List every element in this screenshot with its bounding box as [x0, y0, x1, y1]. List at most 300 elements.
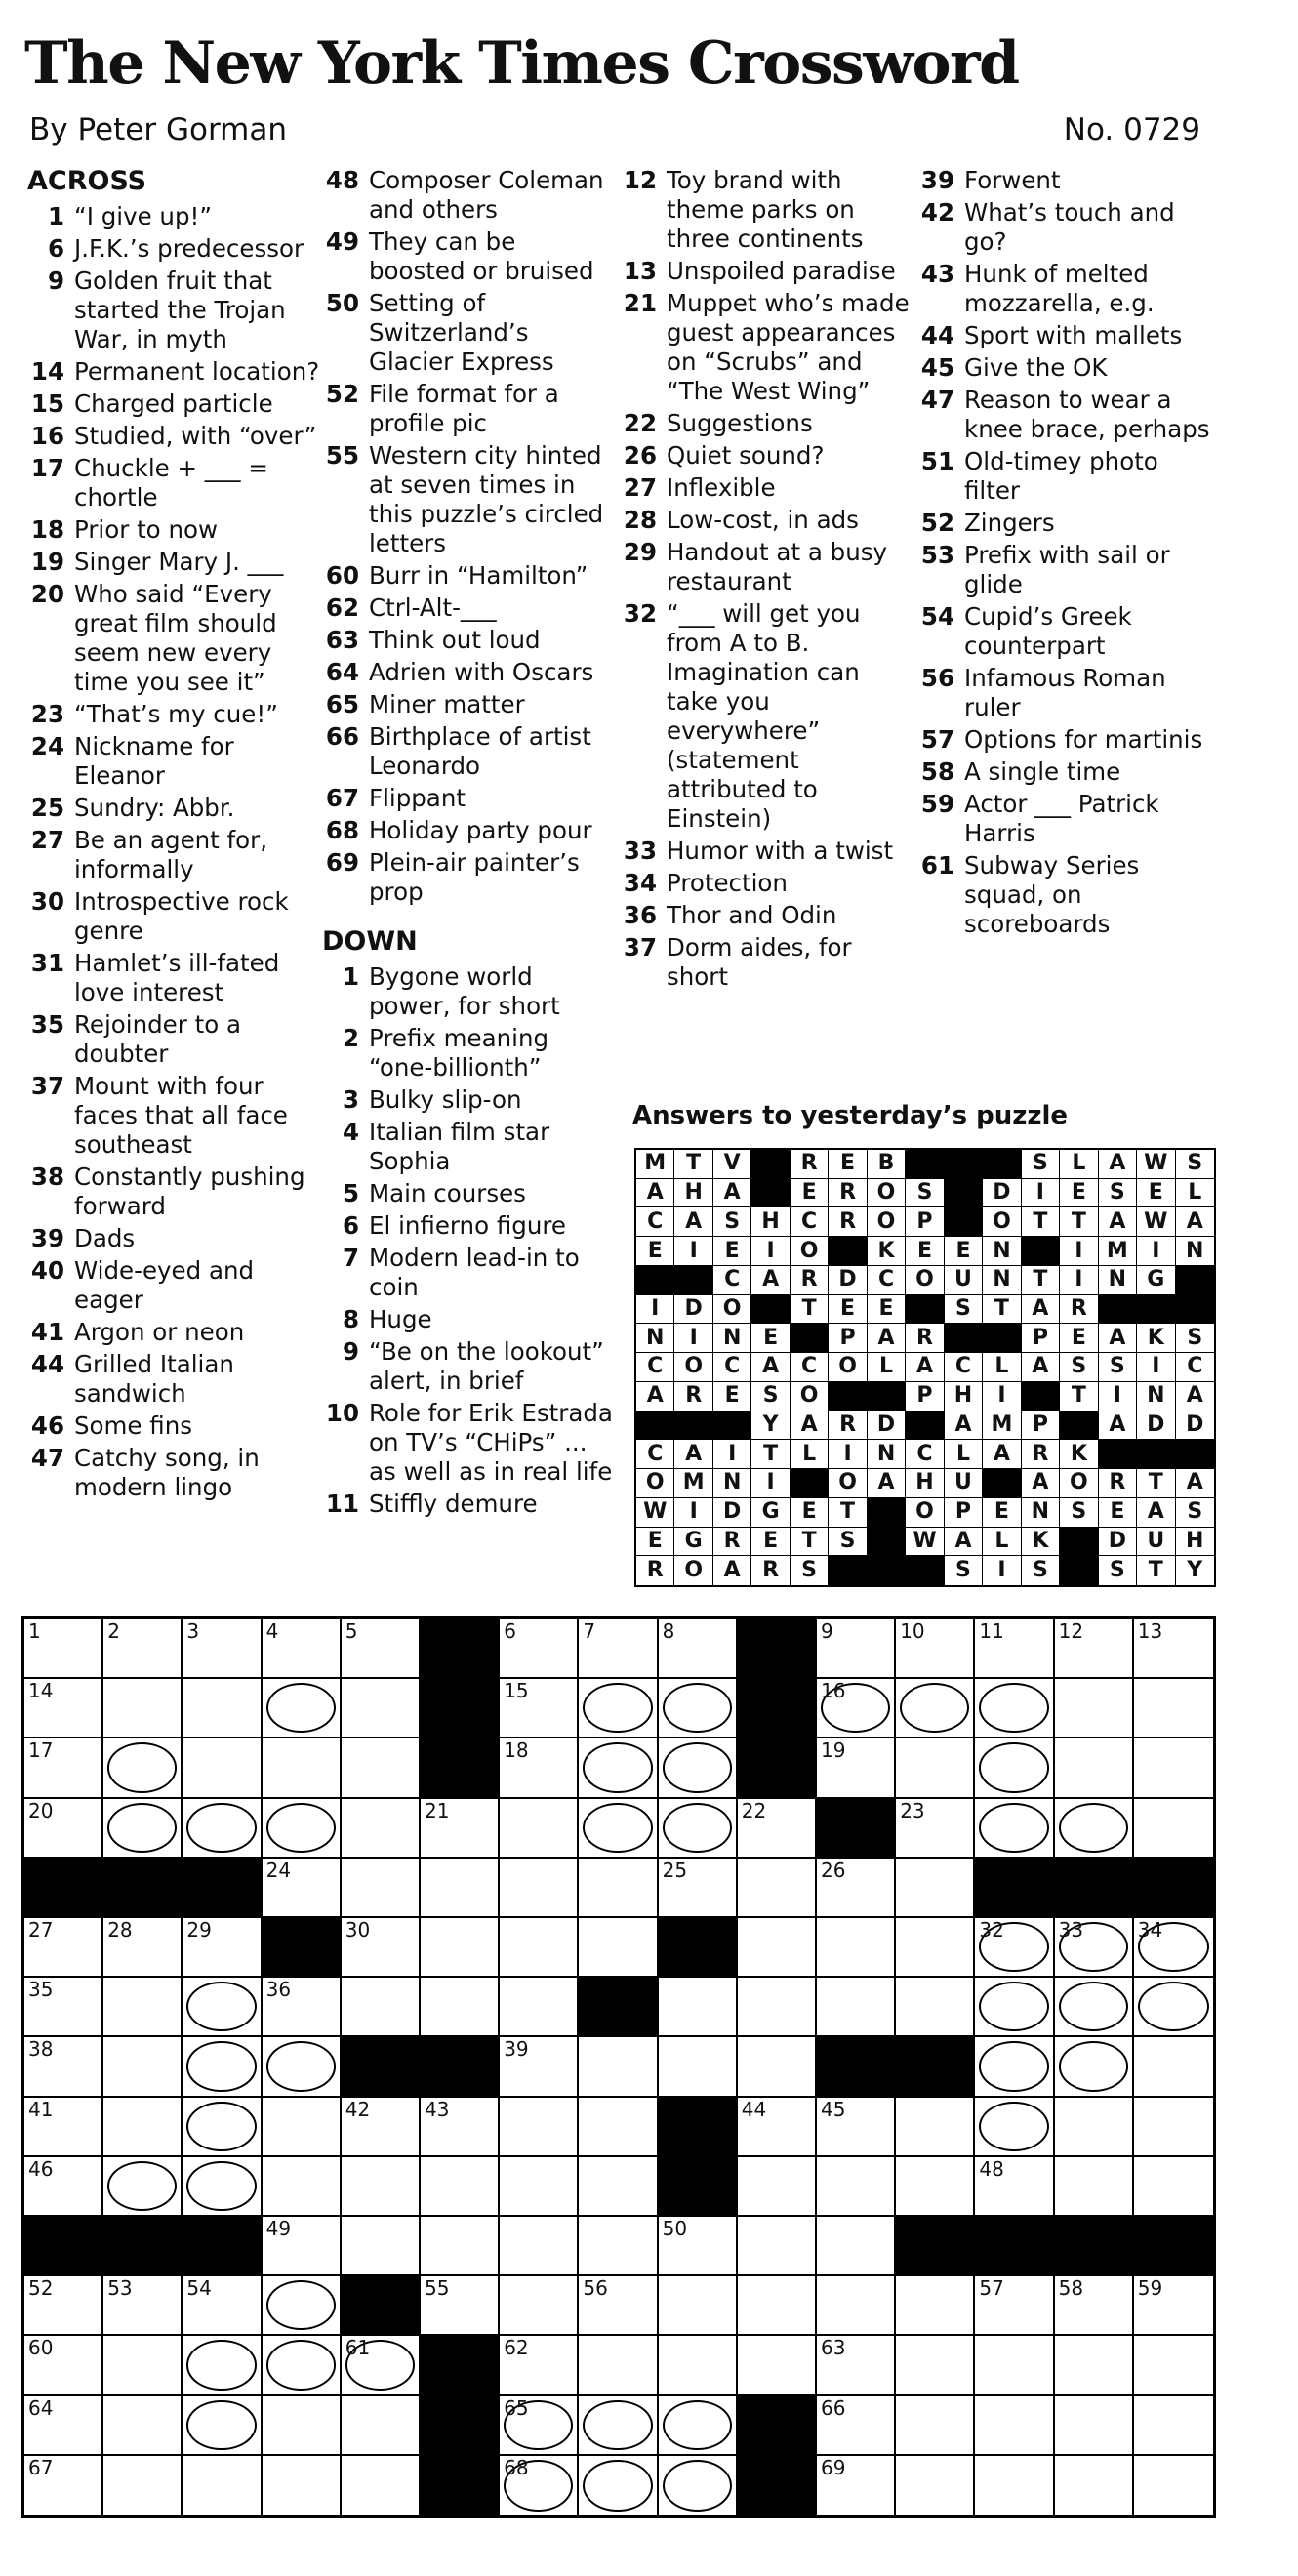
- grid-cell[interactable]: [896, 2157, 975, 2217]
- grid-cell[interactable]: [1055, 1738, 1134, 1798]
- grid-cell[interactable]: [817, 2098, 896, 2157]
- grid-cell[interactable]: [1134, 2336, 1213, 2395]
- grid-cell[interactable]: [103, 1619, 183, 1679]
- grid-cell[interactable]: [183, 1918, 262, 1978]
- grid-cell[interactable]: [579, 1799, 658, 1859]
- answer-letter-cell: O: [868, 1207, 906, 1237]
- grid-cell[interactable]: [263, 2157, 342, 2217]
- down-clue: [917, 166, 1210, 195]
- grid-cell[interactable]: [183, 2037, 262, 2097]
- grid-block-cell: [263, 1918, 342, 1978]
- answer-letter-cell: E: [983, 1498, 1021, 1528]
- grid-cell[interactable]: [24, 2396, 103, 2456]
- grid-cell[interactable]: [500, 2396, 579, 2456]
- answer-letter-cell: R: [1022, 1440, 1060, 1469]
- grid-cell[interactable]: [579, 1738, 658, 1798]
- grid-cell[interactable]: [24, 2098, 103, 2157]
- grid-block-cell: [817, 2037, 896, 2097]
- grid-cell[interactable]: [1134, 2037, 1213, 2097]
- cell-number: 17: [28, 1738, 54, 1763]
- grid-cell[interactable]: [342, 2396, 421, 2456]
- cell-number: 13: [1137, 1619, 1163, 1643]
- grid-cell[interactable]: [24, 2276, 103, 2336]
- grid-cell[interactable]: [183, 1738, 262, 1798]
- grid-cell[interactable]: [975, 2336, 1054, 2395]
- grid-cell[interactable]: [342, 1978, 421, 2037]
- grid-cell[interactable]: [1055, 1679, 1134, 1738]
- grid-cell[interactable]: [1055, 1978, 1134, 2037]
- grid-cell[interactable]: [342, 1679, 421, 1738]
- clue-text: Studied, with “over”: [74, 422, 317, 450]
- grid-cell[interactable]: [103, 1918, 183, 1978]
- grid-cell[interactable]: [421, 1978, 500, 2037]
- grid-cell[interactable]: [103, 2037, 183, 2097]
- grid-cell[interactable]: [975, 1619, 1054, 1679]
- answer-letter-cell: A: [1099, 1324, 1137, 1353]
- grid-cell[interactable]: [500, 1679, 579, 1738]
- answer-letter-cell: E: [636, 1237, 674, 1266]
- cell-number: 60: [28, 2336, 54, 2360]
- grid-cell[interactable]: [263, 1619, 342, 1679]
- grid-cell[interactable]: [738, 1918, 817, 1978]
- clue-text: Italian film star Sophia: [369, 1118, 550, 1175]
- clue-number: 35: [30, 1010, 64, 1039]
- grid-cell[interactable]: [817, 1679, 896, 1738]
- grid-cell[interactable]: [975, 2037, 1054, 2097]
- grid-cell[interactable]: [103, 2098, 183, 2157]
- cell-number: 27: [28, 1918, 54, 1942]
- grid-cell[interactable]: [896, 1799, 975, 1859]
- grid-cell[interactable]: [659, 1679, 738, 1738]
- grid-cell[interactable]: [896, 2456, 975, 2515]
- grid-cell[interactable]: [421, 1918, 500, 1978]
- grid-cell[interactable]: [500, 2098, 579, 2157]
- grid-cell[interactable]: [1055, 2336, 1134, 2395]
- grid-cell[interactable]: [738, 2217, 817, 2276]
- grid-cell[interactable]: [659, 2276, 738, 2336]
- grid-cell[interactable]: [1134, 2456, 1213, 2515]
- grid-cell[interactable]: [500, 1978, 579, 2037]
- grid-cell[interactable]: [1134, 1799, 1213, 1859]
- grid-cell[interactable]: [738, 1799, 817, 1859]
- grid-cell[interactable]: [500, 2037, 579, 2097]
- grid-cell[interactable]: [183, 2157, 262, 2217]
- grid-cell[interactable]: [1055, 2276, 1134, 2336]
- grid-cell[interactable]: [659, 1978, 738, 2037]
- grid-cell[interactable]: [500, 2336, 579, 2395]
- grid-cell[interactable]: [975, 1738, 1054, 1798]
- grid-cell[interactable]: [183, 1619, 262, 1679]
- grid-cell[interactable]: [263, 2276, 342, 2336]
- grid-cell[interactable]: [263, 1679, 342, 1738]
- answer-letter-cell: O: [674, 1353, 712, 1382]
- grid-cell[interactable]: [817, 1619, 896, 1679]
- clue-text: Introspective rock genre: [74, 887, 289, 945]
- grid-cell[interactable]: [24, 1918, 103, 1978]
- grid-cell[interactable]: [342, 2456, 421, 2515]
- clue-text: Golden fruit that started the Trojan War, in myth: [74, 266, 286, 353]
- grid-cell[interactable]: [183, 2456, 262, 2515]
- grid-cell[interactable]: [1055, 2456, 1134, 2515]
- grid-cell[interactable]: [975, 1679, 1054, 1738]
- grid-cell[interactable]: [1055, 2037, 1134, 2097]
- grid-cell[interactable]: [263, 2037, 342, 2097]
- grid-cell[interactable]: [738, 2037, 817, 2097]
- grid-cell[interactable]: [896, 2336, 975, 2395]
- answer-block-cell: [983, 1469, 1021, 1498]
- clue-column-1: [27, 166, 320, 1505]
- grid-cell[interactable]: [263, 2396, 342, 2456]
- grid-cell[interactable]: [896, 2396, 975, 2456]
- grid-cell[interactable]: [817, 2336, 896, 2395]
- grid-cell[interactable]: [896, 1738, 975, 1798]
- circle-marker: [583, 2460, 652, 2512]
- across-clue: [27, 454, 320, 512]
- answer-block-cell: [868, 1498, 906, 1528]
- answer-letter-cell: N: [713, 1469, 751, 1498]
- clue-number: 27: [30, 826, 64, 854]
- grid-cell[interactable]: [500, 1859, 579, 1918]
- grid-cell[interactable]: [659, 1738, 738, 1798]
- answer-block-cell: [713, 1411, 751, 1441]
- grid-cell[interactable]: [579, 2336, 658, 2395]
- grid-cell[interactable]: [975, 2276, 1054, 2336]
- grid-cell[interactable]: [896, 1679, 975, 1738]
- grid-cell[interactable]: [975, 2098, 1054, 2157]
- answer-block-cell: [1099, 1295, 1137, 1325]
- across-clue: [322, 561, 615, 591]
- grid-cell[interactable]: [579, 2396, 658, 2456]
- answer-letter-cell: T: [1022, 1207, 1060, 1237]
- grid-cell[interactable]: [342, 1859, 421, 1918]
- clue-number: 60: [325, 561, 359, 590]
- grid-cell[interactable]: [1055, 2157, 1134, 2217]
- clue-number: 9: [47, 266, 64, 295]
- clue-number: 39: [920, 166, 954, 194]
- grid-cell[interactable]: [24, 2456, 103, 2515]
- grid-block-cell: [975, 2217, 1054, 2276]
- answer-letter-cell: R: [636, 1556, 674, 1585]
- grid-cell[interactable]: [659, 1859, 738, 1918]
- clue-text: Low-cost, in ads: [667, 506, 859, 534]
- grid-cell[interactable]: [659, 2456, 738, 2515]
- grid-cell[interactable]: [183, 2396, 262, 2456]
- answer-letter-cell: P: [829, 1324, 867, 1353]
- grid-cell[interactable]: [342, 1918, 421, 1978]
- grid-cell[interactable]: [263, 2456, 342, 2515]
- grid-cell[interactable]: [975, 2456, 1054, 2515]
- grid-cell[interactable]: [817, 1918, 896, 1978]
- clue-text: Some fins: [74, 1411, 192, 1440]
- grid-cell[interactable]: [103, 1738, 183, 1798]
- grid-cell[interactable]: [975, 1978, 1054, 2037]
- across-clue: [322, 380, 615, 438]
- answer-letter-cell: E: [636, 1528, 674, 1557]
- grid-cell[interactable]: [579, 2276, 658, 2336]
- grid-cell[interactable]: [1134, 1918, 1213, 1978]
- down-clues-2: [620, 166, 913, 992]
- clue-text: Prefix meaning “one-billionth”: [369, 1024, 549, 1082]
- answer-letter-cell: R: [829, 1411, 867, 1441]
- grid-cell[interactable]: [896, 1978, 975, 2037]
- grid-cell[interactable]: [24, 1619, 103, 1679]
- answer-block-cell: [674, 1266, 712, 1295]
- grid-cell[interactable]: [1055, 2396, 1134, 2456]
- cell-number: 63: [820, 2336, 846, 2360]
- grid-cell[interactable]: [579, 2456, 658, 2515]
- answer-letter-cell: S: [945, 1556, 983, 1585]
- grid-cell[interactable]: [24, 1738, 103, 1798]
- grid-cell[interactable]: [1055, 1918, 1134, 1978]
- answer-letter-cell: S: [751, 1382, 790, 1411]
- answer-letter-cell: O: [906, 1266, 944, 1295]
- across-clue: [322, 227, 615, 286]
- grid-cell[interactable]: [263, 1799, 342, 1859]
- grid-cell[interactable]: [183, 1978, 262, 2037]
- answer-letter-cell: I: [674, 1498, 712, 1528]
- grid-cell[interactable]: [421, 2098, 500, 2157]
- cell-number: 52: [28, 2276, 54, 2301]
- grid-cell[interactable]: [896, 1918, 975, 1978]
- down-clue: [620, 289, 913, 406]
- grid-cell[interactable]: [24, 2157, 103, 2217]
- grid-cell[interactable]: [817, 2456, 896, 2515]
- grid-cell[interactable]: [1134, 1619, 1213, 1679]
- grid-cell[interactable]: [579, 1918, 658, 1978]
- grid-cell[interactable]: [263, 2098, 342, 2157]
- cell-number: 14: [28, 1679, 54, 1703]
- grid-cell[interactable]: [817, 1859, 896, 1918]
- grid-cell[interactable]: [24, 2037, 103, 2097]
- grid-cell[interactable]: [103, 2396, 183, 2456]
- grid-cell[interactable]: [1055, 2098, 1134, 2157]
- answer-letter-cell: M: [1099, 1237, 1137, 1266]
- grid-cell[interactable]: [579, 2037, 658, 2097]
- grid-cell[interactable]: [738, 2276, 817, 2336]
- clue-text: Zingers: [964, 509, 1055, 537]
- grid-cell[interactable]: [342, 2157, 421, 2217]
- clue-number: 41: [30, 1318, 64, 1346]
- grid-cell[interactable]: [263, 1859, 342, 1918]
- cell-number: 23: [900, 1798, 925, 1822]
- answer-letter-cell: L: [1060, 1150, 1098, 1179]
- grid-cell[interactable]: [263, 2217, 342, 2276]
- answer-letter-cell: D: [1176, 1411, 1214, 1441]
- answer-letter-cell: E: [1060, 1324, 1098, 1353]
- grid-cell[interactable]: [24, 2336, 103, 2395]
- grid-cell[interactable]: [817, 2217, 896, 2276]
- answer-letter-cell: R: [713, 1528, 751, 1557]
- down-clue: [917, 664, 1210, 722]
- grid-cell[interactable]: [183, 2336, 262, 2395]
- grid-cell[interactable]: [342, 2336, 421, 2395]
- answer-letter-cell: O: [829, 1469, 867, 1498]
- grid-cell[interactable]: [1134, 2098, 1213, 2157]
- grid-cell[interactable]: [263, 2336, 342, 2395]
- answers-heading: Answers to yesterday’s puzzle: [632, 1101, 1069, 1130]
- grid-cell[interactable]: [183, 2276, 262, 2336]
- grid-cell[interactable]: [659, 1619, 738, 1679]
- grid-cell[interactable]: [421, 1799, 500, 1859]
- grid-cell[interactable]: [579, 2217, 658, 2276]
- grid-cell[interactable]: [896, 1859, 975, 1918]
- grid-cell[interactable]: [500, 2276, 579, 2336]
- grid-cell[interactable]: [817, 1978, 896, 2037]
- grid-cell[interactable]: [1134, 2396, 1213, 2456]
- answer-letter-cell: C: [791, 1207, 829, 1237]
- cell-number: 62: [504, 2336, 529, 2360]
- cell-number: 43: [424, 2097, 450, 2121]
- grid-cell[interactable]: [579, 1619, 658, 1679]
- grid-cell[interactable]: [738, 2157, 817, 2217]
- grid-cell[interactable]: [342, 2217, 421, 2276]
- circle-marker: [186, 1803, 256, 1853]
- grid-cell[interactable]: [500, 2217, 579, 2276]
- grid-cell[interactable]: [1134, 1978, 1213, 2037]
- grid-cell[interactable]: [24, 1679, 103, 1738]
- circle-marker: [663, 1742, 732, 1792]
- clue-text: Quiet sound?: [667, 441, 825, 470]
- grid-cell[interactable]: [975, 1918, 1054, 1978]
- grid-cell[interactable]: [500, 2456, 579, 2515]
- grid-cell[interactable]: [500, 2157, 579, 2217]
- grid-block-cell: [183, 1859, 262, 1918]
- across-clue: [27, 732, 320, 791]
- answer-letter-cell: V: [713, 1150, 751, 1179]
- down-clue: [322, 1085, 615, 1115]
- answer-letter-cell: R: [906, 1324, 944, 1353]
- grid-cell[interactable]: [500, 1619, 579, 1679]
- clue-text: Stiffly demure: [369, 1490, 538, 1518]
- grid-cell[interactable]: [579, 2157, 658, 2217]
- circle-marker: [1059, 1803, 1128, 1853]
- across-clue: [27, 700, 320, 729]
- clue-text: El infierno figure: [369, 1211, 566, 1240]
- answer-letter-cell: C: [636, 1353, 674, 1382]
- grid-cell[interactable]: [183, 1799, 262, 1859]
- grid-cell[interactable]: [1134, 1738, 1213, 1798]
- grid-cell[interactable]: [421, 2276, 500, 2336]
- answer-letter-cell: S: [1099, 1179, 1137, 1208]
- answer-letter-cell: T: [829, 1498, 867, 1528]
- grid-cell[interactable]: [896, 2098, 975, 2157]
- across-clue: [27, 949, 320, 1007]
- grid-cell[interactable]: [263, 1738, 342, 1798]
- grid-cell[interactable]: [1134, 1679, 1213, 1738]
- grid-cell[interactable]: [24, 1978, 103, 2037]
- grid-cell[interactable]: [103, 1799, 183, 1859]
- grid-cell[interactable]: [263, 1978, 342, 2037]
- grid-cell[interactable]: [103, 1679, 183, 1738]
- grid-cell[interactable]: [817, 2396, 896, 2456]
- grid-cell[interactable]: [659, 2037, 738, 2097]
- grid-cell[interactable]: [817, 1738, 896, 1798]
- grid-cell[interactable]: [103, 1978, 183, 2037]
- grid-cell[interactable]: [579, 1859, 658, 1918]
- grid-cell[interactable]: [817, 2157, 896, 2217]
- grid-cell[interactable]: [183, 1679, 262, 1738]
- clue-number: 25: [30, 794, 64, 822]
- clue-text: Dorm aides, for short: [667, 933, 852, 991]
- grid-cell[interactable]: [342, 1738, 421, 1798]
- answer-letter-cell: G: [674, 1528, 712, 1557]
- grid-cell[interactable]: [500, 1799, 579, 1859]
- answer-letter-cell: I: [1137, 1353, 1175, 1382]
- grid-cell[interactable]: [659, 2217, 738, 2276]
- grid-cell[interactable]: [24, 1799, 103, 1859]
- circle-marker: [107, 1742, 177, 1792]
- grid-cell[interactable]: [103, 2157, 183, 2217]
- grid-cell[interactable]: [1055, 1619, 1134, 1679]
- grid-cell[interactable]: [738, 1978, 817, 2037]
- answer-block-cell: [1022, 1382, 1060, 1411]
- grid-cell[interactable]: [659, 1799, 738, 1859]
- grid-cell[interactable]: [421, 1859, 500, 1918]
- grid-cell[interactable]: [103, 2276, 183, 2336]
- grid-cell[interactable]: [421, 2157, 500, 2217]
- grid-cell[interactable]: [342, 1619, 421, 1679]
- grid-cell[interactable]: [103, 2336, 183, 2395]
- down-clue: [620, 599, 913, 834]
- grid-cell[interactable]: [738, 2098, 817, 2157]
- grid-cell[interactable]: [1134, 2157, 1213, 2217]
- answer-letter-cell: O: [791, 1237, 829, 1266]
- cell-number: 42: [345, 2097, 371, 2121]
- answer-block-cell: [751, 1179, 790, 1208]
- grid-cell[interactable]: [817, 2276, 896, 2336]
- clue-number: 23: [30, 700, 64, 728]
- down-clue: [917, 386, 1210, 444]
- clue-number: 31: [30, 949, 64, 977]
- answer-letter-cell: S: [945, 1295, 983, 1325]
- grid-cell[interactable]: [579, 1679, 658, 1738]
- cell-number: 50: [662, 2217, 688, 2240]
- grid-cell[interactable]: [1134, 2276, 1213, 2336]
- answer-letter-cell: A: [1022, 1295, 1060, 1325]
- grid-cell[interactable]: [500, 1738, 579, 1798]
- grid-cell[interactable]: [183, 2098, 262, 2157]
- grid-cell[interactable]: [896, 1619, 975, 1679]
- answer-block-cell: [636, 1266, 674, 1295]
- circle-marker: [186, 2161, 256, 2211]
- grid-cell[interactable]: [421, 2217, 500, 2276]
- across-clue: [322, 848, 615, 907]
- answer-letter-cell: S: [1176, 1324, 1214, 1353]
- clue-number: 1: [47, 202, 64, 230]
- answer-letter-cell: I: [983, 1556, 1021, 1585]
- grid-cell[interactable]: [659, 2396, 738, 2456]
- grid-cell[interactable]: [975, 2157, 1054, 2217]
- grid-cell[interactable]: [975, 2396, 1054, 2456]
- answer-letter-cell: A: [674, 1440, 712, 1469]
- grid-cell[interactable]: [738, 1859, 817, 1918]
- grid-cell[interactable]: [342, 1799, 421, 1859]
- grid-cell[interactable]: [659, 2336, 738, 2395]
- grid-cell[interactable]: [500, 1918, 579, 1978]
- grid-cell[interactable]: [342, 2098, 421, 2157]
- grid-cell[interactable]: [896, 2276, 975, 2336]
- answer-letter-cell: K: [1022, 1528, 1060, 1557]
- grid-cell[interactable]: [103, 2456, 183, 2515]
- grid-cell[interactable]: [1055, 1799, 1134, 1859]
- answer-letter-cell: N: [636, 1324, 674, 1353]
- grid-cell[interactable]: [975, 1799, 1054, 1859]
- clue-text: What’s touch and go?: [964, 198, 1175, 256]
- grid-cell[interactable]: [738, 2336, 817, 2395]
- grid-cell[interactable]: [579, 2098, 658, 2157]
- answer-letter-cell: C: [636, 1440, 674, 1469]
- answer-block-cell: [1060, 1411, 1098, 1441]
